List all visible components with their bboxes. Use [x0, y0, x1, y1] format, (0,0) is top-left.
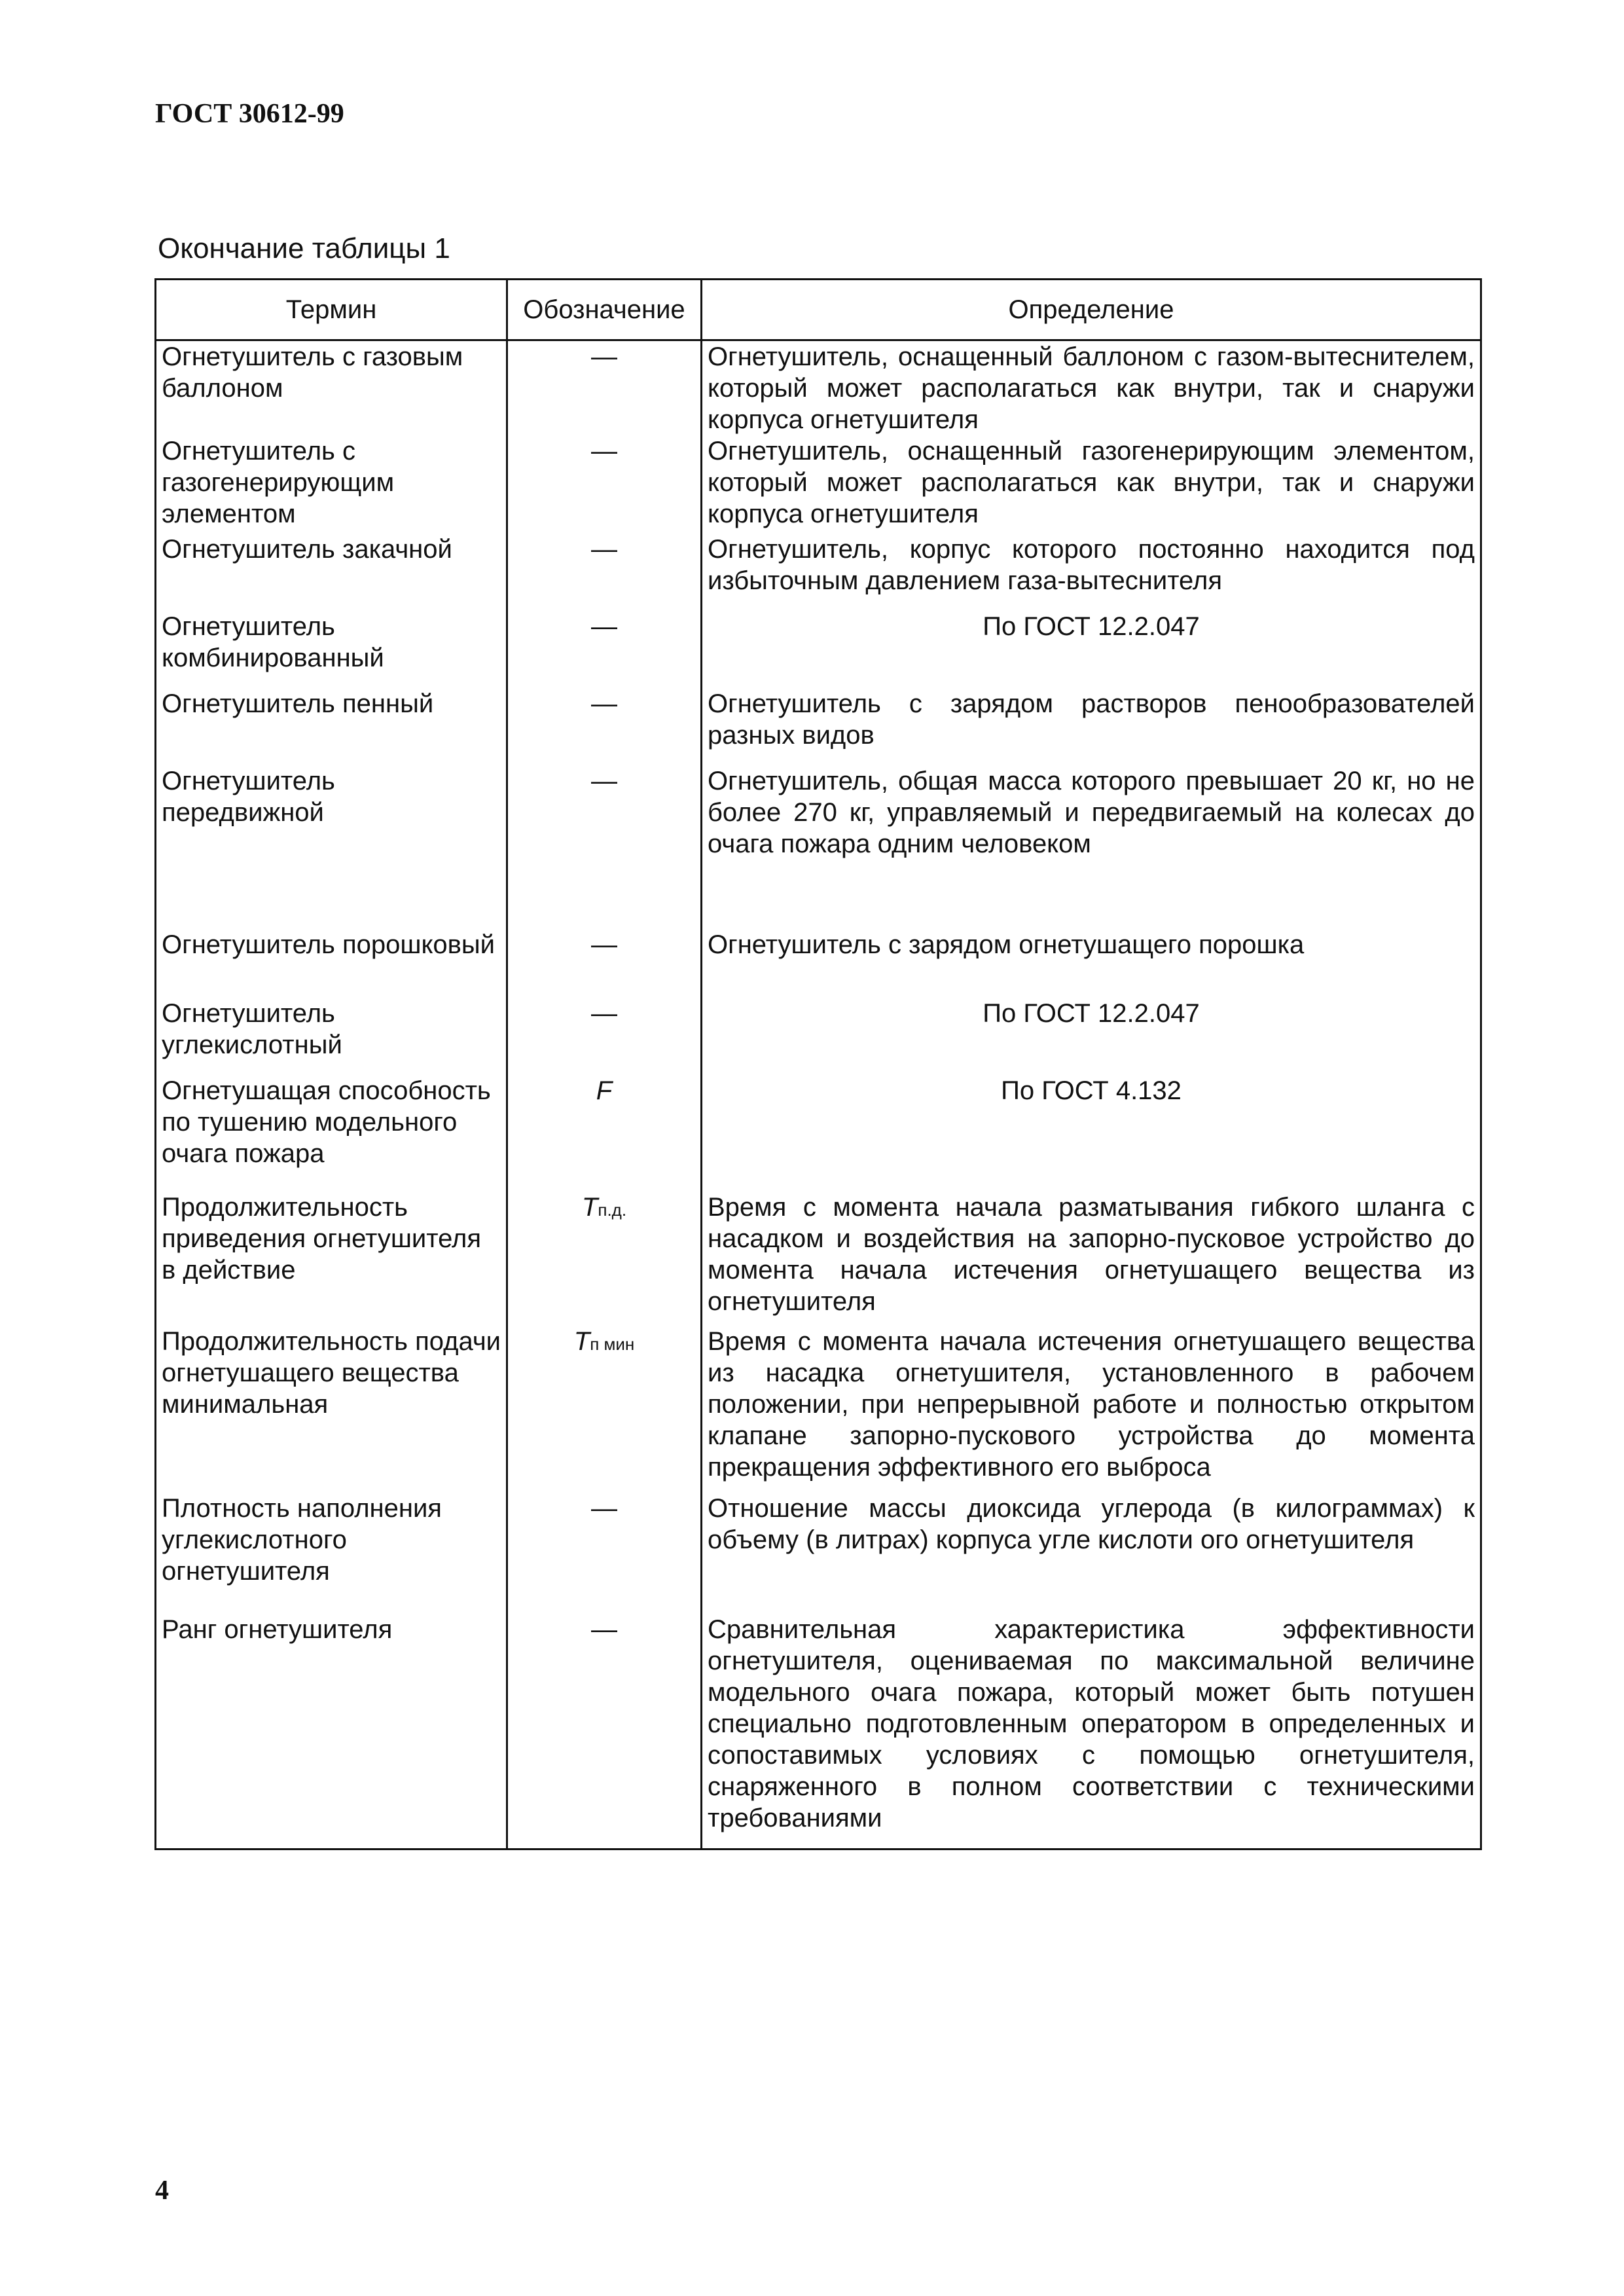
symbol-cell: — [507, 340, 702, 436]
definition-cell: Огнетушитель, оснащенный баллоном с газом-вытеснителем, который может располагаться как внутри, так и снаружи корпуса огнетушителя [702, 340, 1481, 436]
symbol-cell: — [507, 611, 702, 688]
table-row [156, 765, 1481, 929]
column-header-symbol: Обозначение [507, 280, 702, 340]
table-row [156, 340, 1481, 436]
term-cell: Ранг огнетушителя [156, 1614, 507, 1850]
symbol-cell: — [507, 688, 702, 765]
definition-cell: Огнетушитель с зарядом растворов пенообразователей разных видов [702, 688, 1481, 765]
definition-cell: Огнетушитель, оснащенный газогенерирующим элементом, который может располагаться как внутри, так и снаружи корпуса огнетушителя [702, 435, 1481, 534]
table-row [156, 1075, 1481, 1192]
page-number: 4 [155, 2176, 169, 2206]
symbol-letter: T [573, 1327, 590, 1356]
table-header-row [156, 280, 1481, 340]
table-row [156, 534, 1481, 611]
table-row [156, 1192, 1481, 1326]
symbol-cell: — [507, 998, 702, 1075]
symbol-subscript: п.д. [598, 1200, 627, 1220]
symbol-cell: — [507, 929, 702, 998]
definition-cell: По ГОСТ 12.2.047 [702, 998, 1481, 1075]
symbol-cell: — [507, 1614, 702, 1850]
terms-table [154, 278, 1482, 1850]
term-cell: Огнетушитель с газовым баллоном [156, 340, 507, 436]
column-header-term: Термин [156, 280, 507, 340]
term-cell: Продолжительность подачи огнетушащего вещества минимальная [156, 1326, 507, 1493]
definition-cell: Отношение массы диоксида углерода (в килограммах) к объему (в литрах) корпуса угле кислоти ого огнетушителя [702, 1493, 1481, 1614]
symbol-cell: — [507, 765, 702, 929]
table-row [156, 1326, 1481, 1493]
definition-cell: Сравнительная характеристика эффективности огнетушителя, оцениваемая по максимальной величине модельного очага пожара, который может быть потушен специально подготовленным оператором в определенных и сопоставимых условиях с помощью огнетушителя, снаряженного в полном соответствии с техническими требованиями [702, 1614, 1481, 1850]
symbol-cell [507, 1326, 702, 1493]
symbol-letter: T [581, 1193, 598, 1222]
table-row [156, 1493, 1481, 1614]
definition-cell: Время с момента начала разматывания гибкого шланга с насадком и воздействия на запорно-пусковое устройство до момента начала истечения огнетушащего вещества из огнетушителя [702, 1192, 1481, 1326]
column-header-definition: Определение [702, 280, 1481, 340]
term-cell: Огнетушитель пенный [156, 688, 507, 765]
symbol-cell: — [507, 435, 702, 534]
term-cell: Огнетушитель закачной [156, 534, 507, 611]
definition-cell: Огнетушитель, корпус которого постоянно находится под избыточным давлением газа-вытеснителя [702, 534, 1481, 611]
definition-cell: По ГОСТ 12.2.047 [702, 611, 1481, 688]
table-row [156, 611, 1481, 688]
definition-cell: Время с момента начала истечения огнетушащего вещества из насадка огнетушителя, установленного в рабочем положении, при непрерывной работе и полностью открытом клапане запорно-пускового устройства до момента прекращения эффективного его выброса [702, 1326, 1481, 1493]
table-row [156, 998, 1481, 1075]
term-cell: Огнетушитель углекислотный [156, 998, 507, 1075]
term-cell: Огнетушитель порошковый [156, 929, 507, 998]
symbol-cell: F [507, 1075, 702, 1192]
table-row [156, 435, 1481, 534]
symbol-subscript: п мин [590, 1334, 635, 1354]
definition-cell: Огнетушитель с зарядом огнетушащего порошка [702, 929, 1481, 998]
term-cell: Огнетушитель с газогенерирующим элементом [156, 435, 507, 534]
table-row [156, 1614, 1481, 1850]
term-cell: Продолжительность приведения огнетушителя в действие [156, 1192, 507, 1326]
table-caption: Окончание таблицы 1 [158, 232, 450, 264]
table-row [156, 688, 1481, 765]
term-cell: Огнетушащая способность по тушению модельного очага пожара [156, 1075, 507, 1192]
definition-cell: Огнетушитель, общая масса которого превышает 20 кг, но не более 270 кг, управляемый и передвигаемый на колесах до очага пожара одним человеком [702, 765, 1481, 929]
table-row [156, 929, 1481, 998]
symbol-cell [507, 1192, 702, 1326]
term-cell: Огнетушитель передвижной [156, 765, 507, 929]
document-header: ГОСТ 30612-99 [155, 99, 344, 129]
definition-cell: По ГОСТ 4.132 [702, 1075, 1481, 1192]
symbol-cell: — [507, 534, 702, 611]
symbol-cell: — [507, 1493, 702, 1614]
term-cell: Плотность наполнения углекислотного огнетушителя [156, 1493, 507, 1614]
term-cell: Огнетушитель комбинированный [156, 611, 507, 688]
